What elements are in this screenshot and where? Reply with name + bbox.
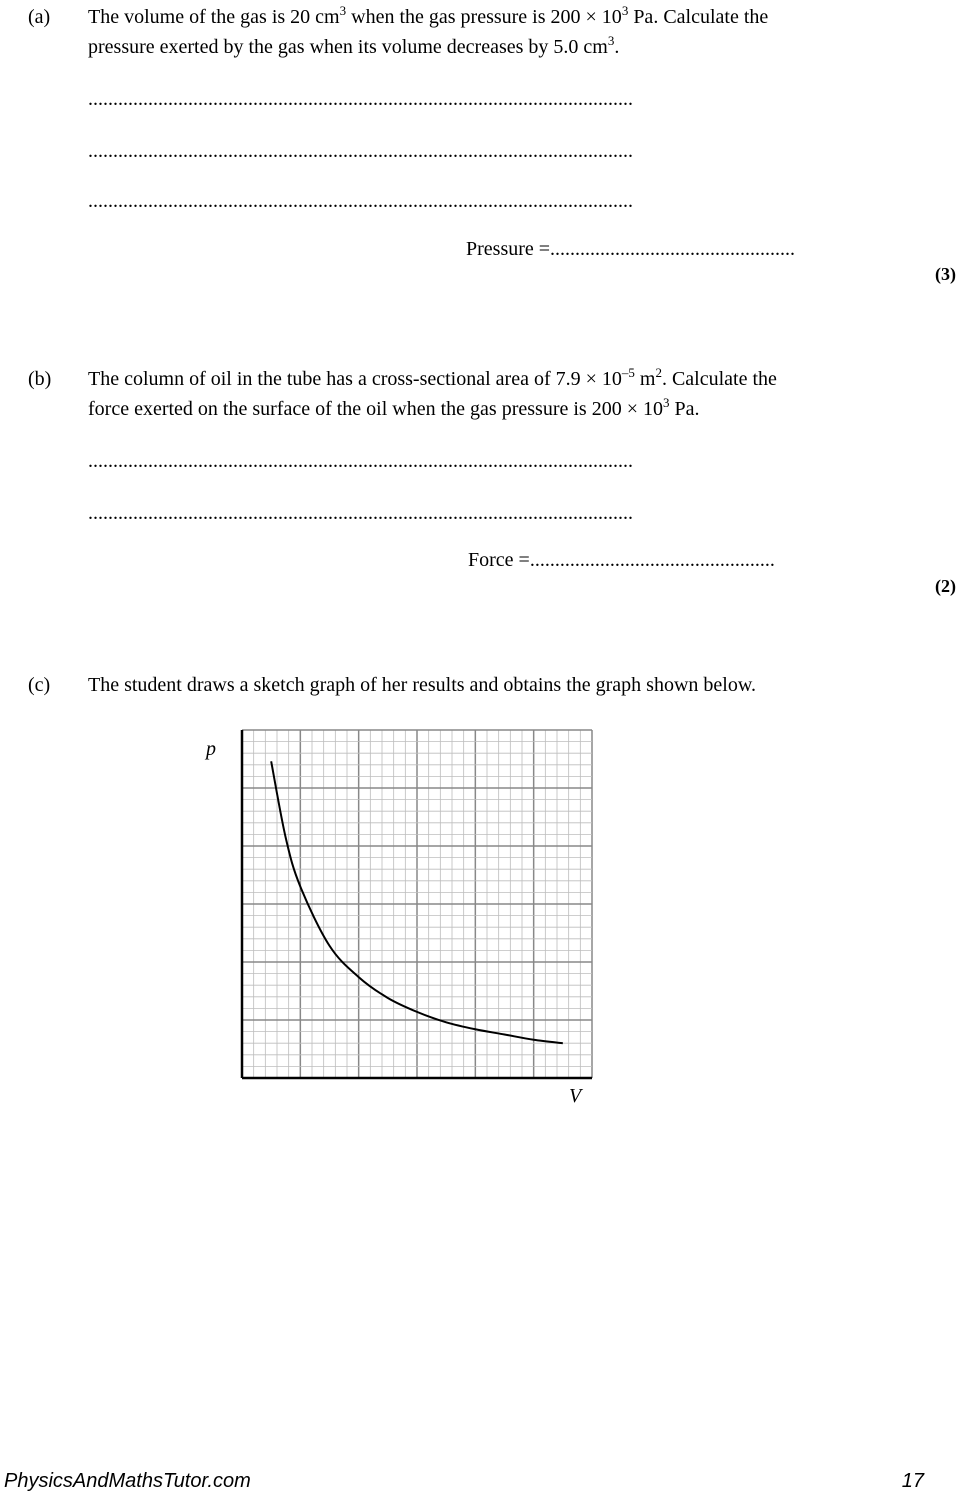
part-a-question-line-1: The volume of the gas is 20 $cm^3$ when the gas pressure is $200 \times 10^3$ Pa. Calculate the bbox=[88, 3, 769, 28]
part-b-answer-line-1[interactable]: ............................................................................................................. bbox=[88, 450, 633, 472]
part-c-question-text: The student draws a sketch graph of her results and obtains the graph shown below. bbox=[88, 674, 756, 696]
part-b-question-line-2: force exerted on the surface of the oil when the gas pressure is $200 \times 10^3$ Pa. bbox=[88, 395, 700, 420]
part-b-answer-line-2[interactable]: ............................................................................................................. bbox=[88, 502, 633, 524]
part-a-answer-line-3[interactable]: ............................................................................................................. bbox=[88, 190, 633, 212]
graph-grid bbox=[242, 730, 592, 1078]
part-a-label: (a) bbox=[28, 6, 51, 28]
x-axis-label: V bbox=[569, 1085, 582, 1107]
part-a-marks: (3) bbox=[935, 264, 956, 284]
part-a-answer-line-1[interactable]: ............................................................................................................. bbox=[88, 88, 633, 110]
force-result-dots: ................................................. bbox=[529, 549, 775, 571]
part-a-question-line-2: pressure exerted by the gas when its volume decreases by 5.0 $cm^3$. bbox=[88, 33, 620, 58]
part-c-label: (c) bbox=[28, 674, 51, 696]
page-number: 17 bbox=[901, 1470, 924, 1492]
pressure-result-label: Pressure = bbox=[466, 238, 551, 260]
part-a-answer-line-2[interactable]: ............................................................................................................. bbox=[88, 140, 633, 162]
footer-site-name: PhysicsAndMathsTutor.com bbox=[4, 1470, 251, 1492]
force-result-label: Force = bbox=[468, 549, 530, 571]
pressure-result-dots: ................................................. bbox=[550, 238, 796, 260]
y-axis-label: p bbox=[206, 738, 216, 760]
part-b-label: (b) bbox=[28, 368, 52, 390]
part-b-marks: (2) bbox=[935, 576, 956, 596]
part-b-question-line-1: The column of oil in the tube has a cross-sectional area of $7.9 \times 10^{-5}$ $m^2$. Calculate the bbox=[88, 365, 777, 390]
